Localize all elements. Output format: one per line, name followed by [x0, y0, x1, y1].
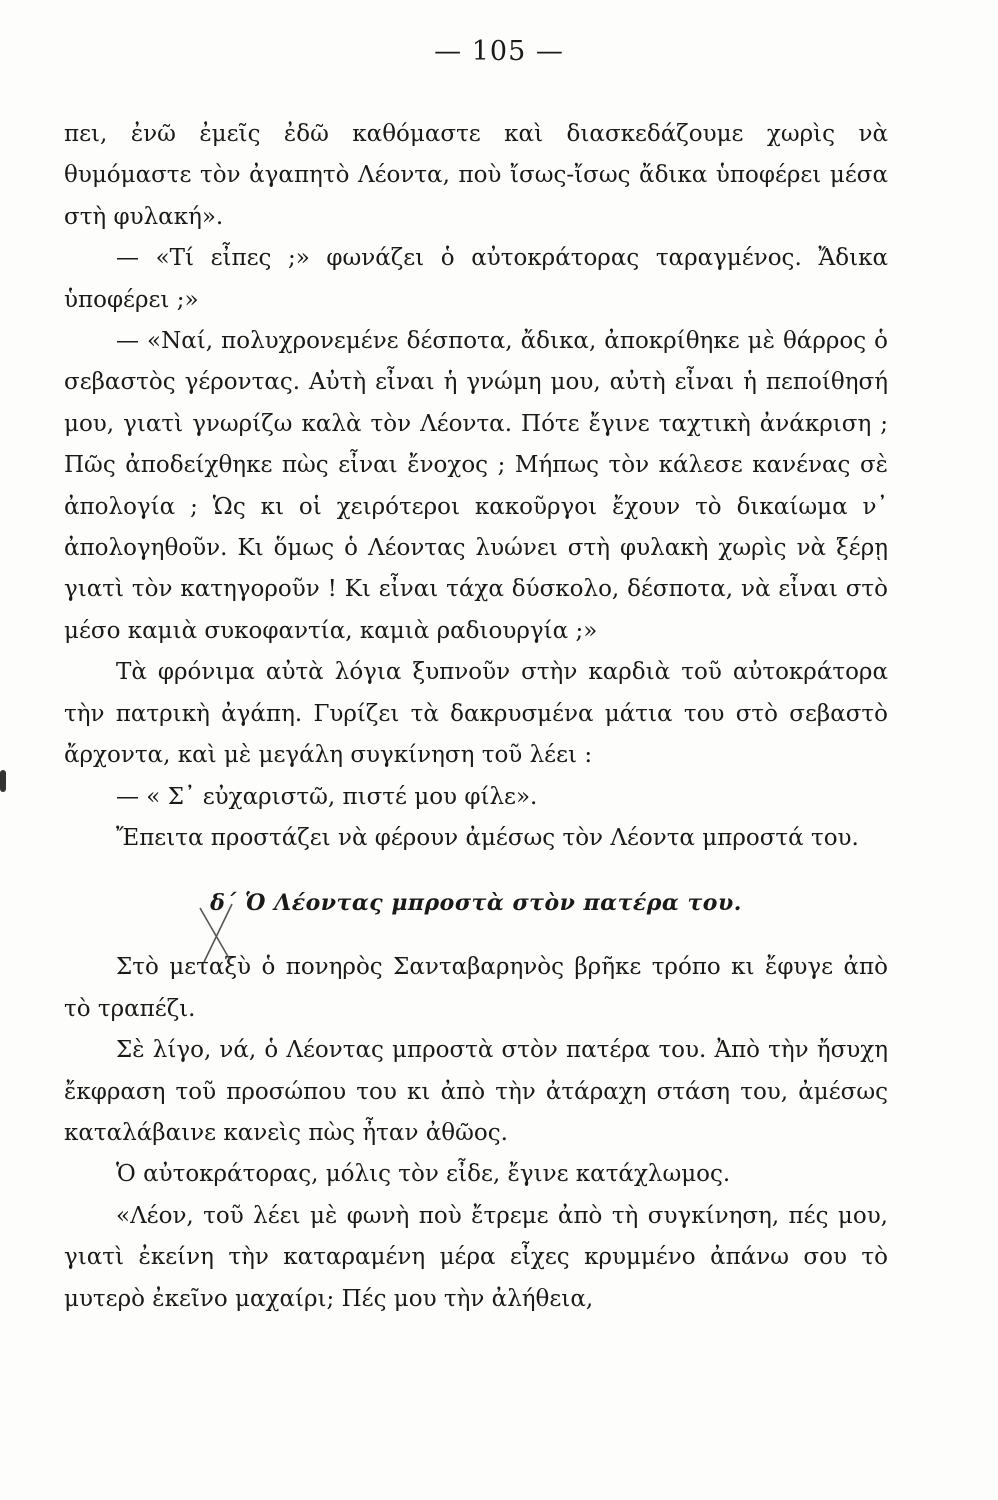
- paragraph: Ὁ αὐτοκράτορας, μόλις τὸν εἶδε, ἔγινε κατάχλωμος.: [116, 1161, 731, 1188]
- paragraph: Τὰ φρόνιμα αὐτὰ λόγια ξυπνοῦν στὴν καρδιὰ τοῦ αὐτοκράτορα τὴν πατρικὴ ἀγάπη. Γυρίζει τὰ δακρυσμένα μάτια του στὸ σεβαστὸ ἄρχοντα, καὶ μὲ μεγάλη συγκίνηση τοῦ λέει :: [64, 659, 888, 769]
- paragraph: Ἔπειτα προστάζει νὰ φέρουν ἀμέσως τὸν Λέοντα μπροστά του.: [116, 824, 859, 851]
- edge-ink-mark: [0, 770, 6, 792]
- paragraph: Σὲ λίγο, νά, ὁ Λέοντας μπροστὰ στὸν πατέρα του. Ἀπὸ τὴν ἤσυχη ἔκφραση τοῦ προσώπου του κι ἀπὸ τὴν ἀτάραχη στάση του, ἀμέσως καταλάβαινε κανεὶς πὼς ἦταν ἀθῶος.: [64, 1037, 888, 1146]
- paragraph: Στὸ μεταξὺ ὁ πονηρὸς Σανταβαρηνὸς βρῆκε τρόπο κι ἔφυγε ἀπὸ τὸ τραπέζι.: [64, 954, 888, 1022]
- paragraph: — «Τί εἶπες ;» φωνάζει ὁ αὐτοκράτορας ταραγμένος. Ἄδικα ὑποφέρει ;»: [64, 245, 888, 313]
- paragraph: — «Ναί, πολυχρονεμένε δέσποτα, ἄδικα, ἀποκρίθηκε μὲ θάρρος ὁ σεβαστὸς γέροντας. Αὐτὴ εἶναι ἡ γνώμη μου, αὐτὴ εἶναι ἡ πεποίθησή μου, γιατὶ γνωρίζω καλὰ τὸν Λέοντα. Πότε ἔγινε ταχτικὴ ἀνάκριση ; Πῶς ἀποδείχθηκε πὼς εἶναι ἔνοχος ; Μήπως τὸν κάλεσε κανένας σὲ ἀπολογία ; Ὡς κι οἱ χειρότεροι κακοῦργοι ἔχουν τὸ δικαίωμα ν᾿ ἀπολογηθοῦν. Κι ὅμως ὁ Λέοντας λυώνει στὴ φυλακὴ χωρὶς νὰ ξέρῃ γιατὶ τὸν κατηγοροῦν ! Κι εἶναι τάχα δύσκολο, δέσποτα, νὰ εἶναι στὸ μέσο καμιὰ συκοφαντία, καμιὰ ραδιουργία ;»: [64, 328, 888, 644]
- paragraph: «Λέον, τοῦ λέει μὲ φωνὴ ποὺ ἔτρεμε ἀπὸ τὴ συγκίνηση, πές μου, γιατὶ ἐκείνη τὴν καταραμένη μέρα εἶχες κρυμμένο ἀπάνω σου τὸ μυτερὸ ἐκεῖνο μαχαίρι; Πές μου τὴν ἀλήθεια,: [64, 1202, 888, 1312]
- pencil-x-mark-icon: [196, 900, 236, 966]
- page-number: — 105 —: [434, 36, 564, 67]
- paragraph: πει, ἐνῶ ἐμεῖς ἐδῶ καθόμαστε καὶ διασκεδάζουμε χωρὶς νὰ θυμόμαστε τὸν ἀγαπητὸ Λέοντα, ποὺ ἴσως-ἴσως ἄδικα ὑποφέρει μέσα στὴ φυλακή».: [64, 121, 888, 230]
- paragraph: — « Σ᾿ εὐχαριστῶ, πιστέ μου φίλε».: [116, 783, 538, 810]
- section-heading: δ΄ Ὁ Λέοντας μπροστὰ στὸν πατέρα του.: [210, 890, 742, 917]
- page-body: [64, 114, 888, 1320]
